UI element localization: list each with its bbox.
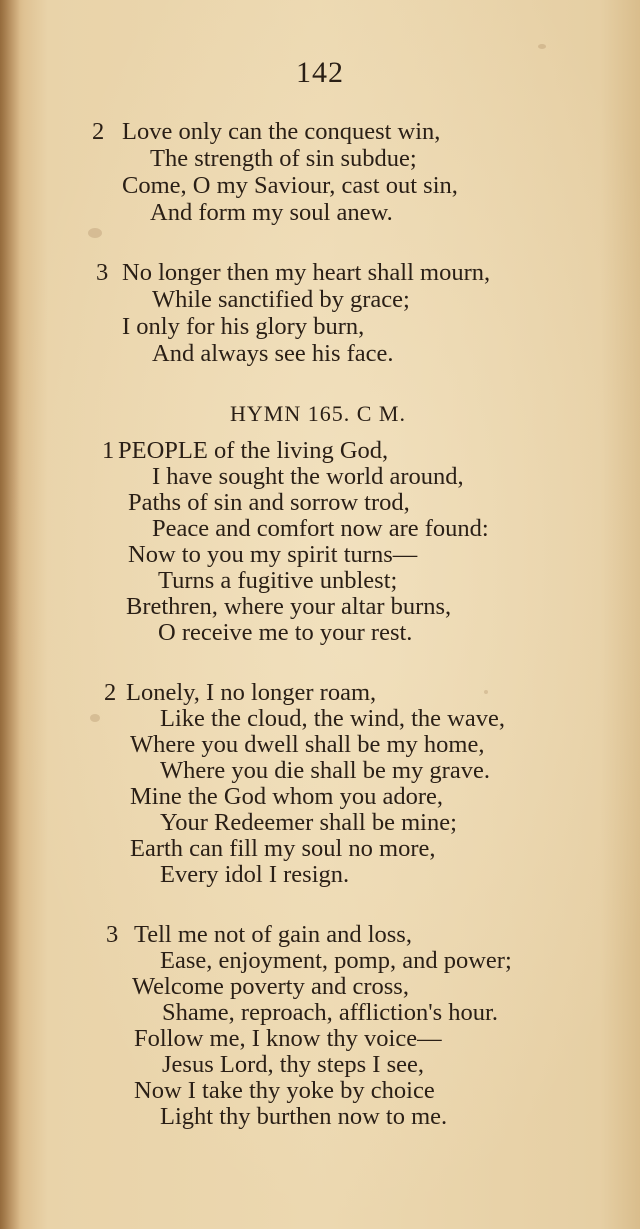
stanza-number: 2 (92, 118, 105, 145)
stanza-number: 2 (104, 679, 117, 706)
paper-stain (90, 714, 100, 722)
verse-line: Light thy burthen now to me. (160, 1103, 448, 1130)
paper-stain (88, 228, 102, 238)
verse-line: And form my soul anew. (150, 199, 393, 226)
verse-line: Like the cloud, the wind, the wave, (160, 705, 505, 732)
stanza-number: 1 (102, 437, 115, 464)
verse-line: I have sought the world around, (152, 463, 464, 490)
verse-line: Turns a fugitive unblest; (158, 567, 398, 594)
verse-line: Brethren, where your altar burns, (126, 593, 452, 620)
paper-stain (484, 690, 488, 694)
page-gutter-shadow (0, 0, 20, 1229)
verse-line: While sanctified by grace; (152, 286, 410, 313)
verse-line: Now to you my spirit turns— (128, 541, 418, 568)
verse-line: Paths of sin and sorrow trod, (128, 489, 410, 516)
verse-line: Where you dwell shall be my home, (130, 731, 485, 758)
verse-line: Ease, enjoyment, pomp, and power; (160, 947, 512, 974)
verse-line: Where you die shall be my grave. (160, 757, 490, 784)
verse-line: The strength of sin subdue; (150, 145, 417, 172)
verse-line: PEOPLE of the living God, (118, 437, 389, 464)
page-number: 142 (296, 56, 344, 89)
verse-line: Shame, reproach, affliction's hour. (162, 999, 498, 1026)
verse-line: Tell me not of gain and loss, (134, 921, 412, 948)
verse-line: Every idol I resign. (160, 861, 350, 888)
verse-line: Come, O my Saviour, cast out sin, (122, 172, 458, 199)
verse-line: Your Redeemer shall be mine; (160, 809, 457, 836)
verse-line: Peace and comfort now are found: (152, 515, 489, 542)
verse-line: Welcome poverty and cross, (132, 973, 409, 1000)
verse-line: And always see his face. (152, 340, 394, 367)
stanza-number: 3 (106, 921, 119, 948)
verse-line: Follow me, I know thy voice— (134, 1025, 442, 1052)
verse-line: Now I take thy yoke by choice (134, 1077, 435, 1104)
stanza-number: 3 (96, 259, 109, 286)
verse-line: Love only can the conquest win, (122, 118, 441, 145)
verse-line: No longer then my heart shall mourn, (122, 259, 491, 286)
paper-stain (538, 44, 546, 49)
verse-line: Mine the God whom you adore, (130, 783, 443, 810)
verse-line: Lonely, I no longer roam, (126, 679, 377, 706)
verse-line: Earth can fill my soul no more, (130, 835, 436, 862)
hymn-heading: HYMN 165. C M. (230, 401, 406, 426)
verse-line: O receive me to your rest. (158, 619, 413, 646)
verse-line: I only for his glory burn, (122, 313, 365, 340)
verse-line: Jesus Lord, thy steps I see, (162, 1051, 424, 1078)
